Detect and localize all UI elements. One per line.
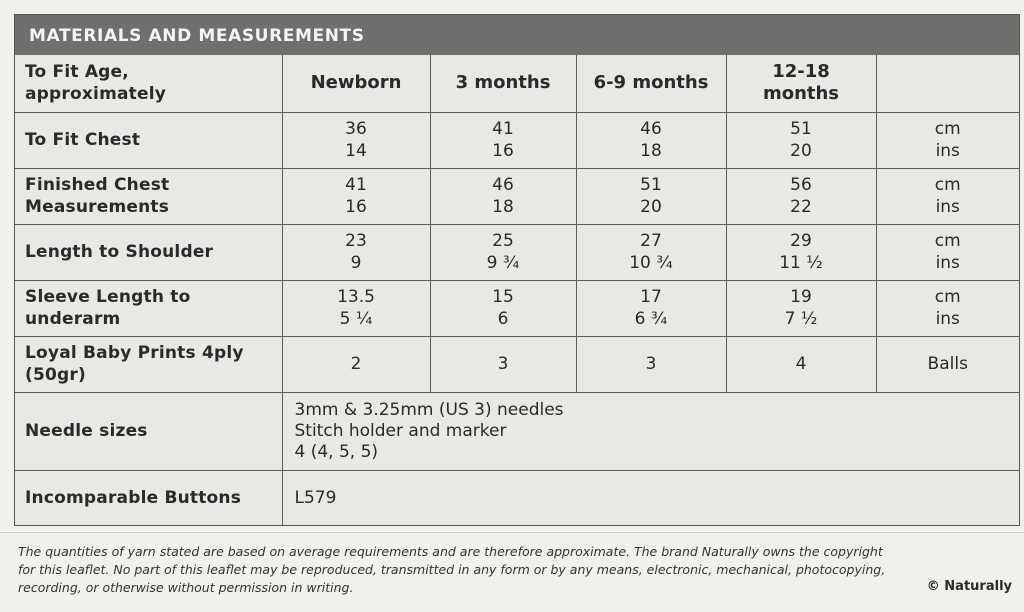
unit-cell [876,280,1019,336]
needles-line: 4 (4, 5, 5) [294,441,379,462]
needles-row [15,392,1019,470]
materials-measurements-panel [14,14,1020,526]
value-cell [726,168,876,224]
unit-ins: ins [935,253,960,273]
copyright-notice [18,543,1016,597]
unit-cell: Balls [876,336,1019,392]
notice-line: for this leaflet. No part of this leaflet may be reproduced, transmitted in any form or by any means, electronic, mechanical, photocopying, [18,562,886,577]
value-cell: 2 [282,336,430,392]
value-cm: 27 [640,231,662,251]
value-cm: 46 [492,175,514,195]
needles-line: Stitch holder and marker [294,420,507,441]
value-cm: 15 [492,287,514,307]
row-label [15,280,282,336]
row-label-line: Loyal Baby Prints 4ply [25,343,244,363]
table-row [15,112,1019,168]
value-ins: 9 [350,253,362,273]
row-label [15,168,282,224]
value-cm: 19 [790,287,812,307]
size-header-line: months [762,83,840,105]
value-cell [282,224,430,280]
value-cm: 17 [640,287,662,307]
unit-ins: ins [935,141,960,161]
notice-line: The quantities of yarn stated are based on average requirements and are therefore approximate. The brand Naturally owns the copyright [18,544,883,559]
age-label-line: To Fit Age, [25,62,129,83]
value-ins: 20 [790,141,812,161]
row-label-line: Measurements [25,197,170,217]
value-cm: 51 [790,119,812,139]
unit-cm: cm [934,119,961,139]
value-ins: 22 [790,197,812,217]
value-ins: 7 ½ [784,309,818,329]
value-cell [282,280,430,336]
value-cell [282,168,430,224]
unit-ins: ins [935,197,960,217]
size-header-newborn: Newborn [282,55,430,112]
value-ins: 6 [497,309,509,329]
buttons-label: Incomparable Buttons [15,470,282,525]
notice-line: recording, or otherwise without permission in writing. [18,580,354,595]
row-label [15,224,282,280]
unit-cm: cm [934,287,961,307]
value-cm: 13.5 [337,287,375,307]
value-cell [726,224,876,280]
page-divider [0,532,1024,533]
row-label-line: (50gr) [25,365,86,385]
buttons-row [15,470,1019,525]
value-cm: 25 [492,231,514,251]
value-cell [282,112,430,168]
value-cell [576,112,726,168]
unit-ins: ins [935,309,960,329]
row-label-line: underarm [25,309,121,329]
row-label-line: To Fit Chest [25,130,141,150]
table-row [15,168,1019,224]
value-ins: 20 [640,197,662,217]
value-cell [726,280,876,336]
row-label-line: Finished Chest [25,175,170,195]
value-ins: 18 [640,141,662,161]
section-title: MATERIALS AND MEASUREMENTS [29,26,365,46]
unit-cell [876,224,1019,280]
value-cell: 3 [576,336,726,392]
unit-cell [876,168,1019,224]
table-header-row [15,55,1019,112]
value-cell [430,168,576,224]
unit-cm: cm [934,231,961,251]
size-header-6-9-months: 6-9 months [576,55,726,112]
value-cm: 41 [345,175,367,195]
value-ins: 14 [345,141,367,161]
measurements-table [15,55,1019,525]
value-ins: 16 [492,141,514,161]
section-header-bar [15,15,1019,55]
buttons-value: L579 [282,470,1019,525]
size-header-12-18-months [726,55,876,112]
value-cell: 3 [430,336,576,392]
value-cell [576,224,726,280]
table-row [15,336,1019,392]
unit-header-blank [876,55,1019,112]
age-label-cell [15,55,282,112]
value-cm: 56 [790,175,812,195]
value-cm: 46 [640,119,662,139]
value-ins: 9 ¾ [486,253,520,273]
row-label [15,336,282,392]
value-ins: 16 [345,197,367,217]
value-cell [430,280,576,336]
value-ins: 10 ¾ [629,253,673,273]
value-cm: 51 [640,175,662,195]
table-row [15,224,1019,280]
value-cell [430,224,576,280]
size-header-3-months: 3 months [430,55,576,112]
copyright-mark: © Naturally [926,579,1012,594]
row-label-line: Length to Shoulder [25,242,214,262]
needles-label: Needle sizes [15,392,282,470]
value-ins: 18 [492,197,514,217]
unit-cm: cm [934,175,961,195]
needles-value-cell [282,392,1019,470]
age-label-line: approximately [25,84,167,105]
size-header-line: 12-18 [772,61,830,83]
value-cell [726,112,876,168]
value-cm: 41 [492,119,514,139]
table-row [15,280,1019,336]
value-ins: 11 ½ [779,253,823,273]
value-cm: 23 [345,231,367,251]
value-ins: 6 ¾ [634,309,668,329]
row-label-line: Sleeve Length to [25,287,191,307]
value-cell [430,112,576,168]
row-label [15,112,282,168]
value-cm: 36 [345,119,367,139]
value-cell [576,168,726,224]
value-cm: 29 [790,231,812,251]
unit-cell [876,112,1019,168]
value-cell [576,280,726,336]
value-cell: 4 [726,336,876,392]
needles-line: 3mm & 3.25mm (US 3) needles [294,399,564,420]
value-ins: 5 ¼ [339,309,373,329]
